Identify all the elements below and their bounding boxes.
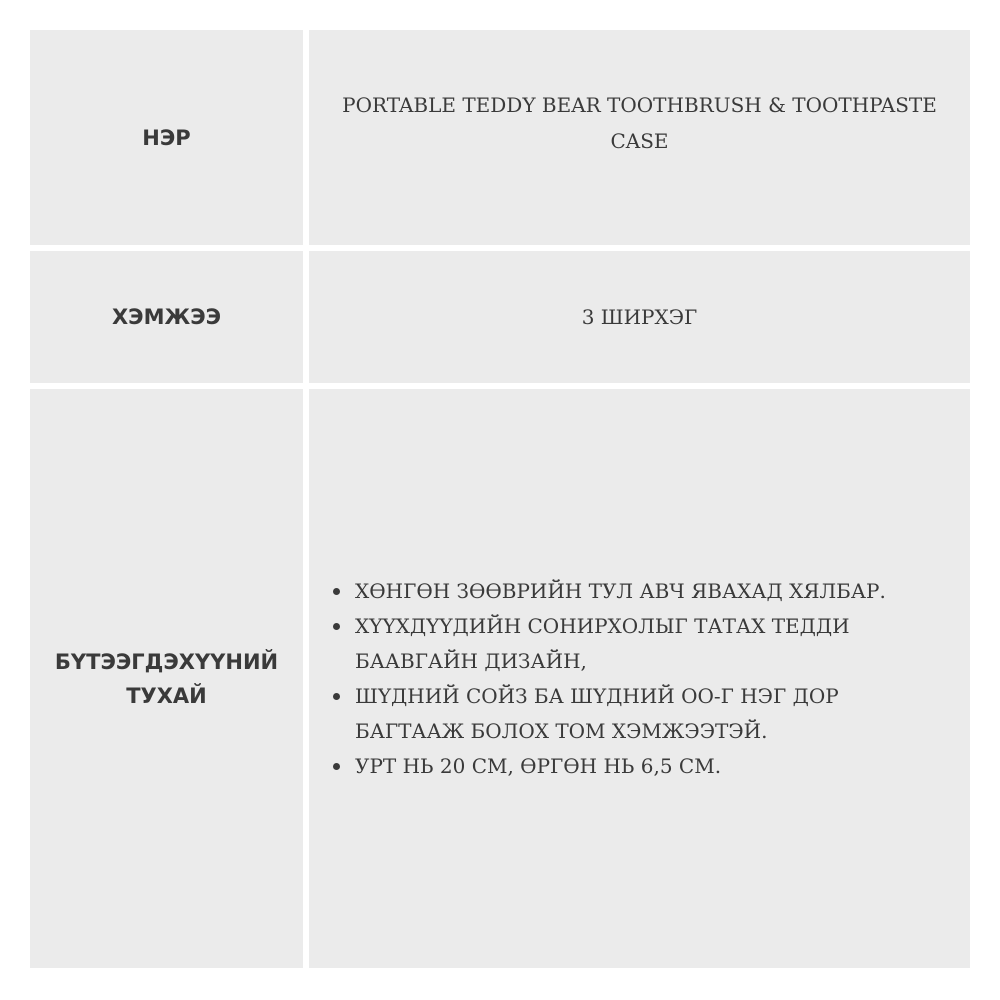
name-label-cell [30, 30, 303, 245]
name-value-cell [309, 30, 970, 245]
bullet-text: УРТ НЬ 20 СМ, ӨРГӨН НЬ 6,5 СМ. [355, 753, 722, 778]
size-label-cell [30, 251, 303, 383]
bullet-icon [333, 693, 340, 700]
size-value: 3 ШИРХЭГ [581, 305, 698, 329]
bullet-icon [333, 588, 340, 595]
product-info-table [30, 30, 970, 968]
list-item [329, 749, 949, 784]
list-item [329, 609, 949, 679]
description-label: БҮТЭЭГДЭХҮҮНИЙ ТУХАЙ [54, 649, 279, 708]
name-value: PORTABLE TEDDY BEAR TOOTHBRUSH & TOOTHPASTE CASE [342, 92, 937, 153]
size-value-cell [309, 251, 970, 383]
name-label: НЭР [142, 125, 191, 150]
description-value-cell [309, 389, 970, 968]
bullet-text: ХӨНГӨН ЗӨӨВРИЙН ТУЛ АВЧ ЯВАХАД ХЯЛБАР. [355, 578, 886, 603]
bullet-text: ХҮҮХДҮҮДИЙН СОНИРХОЛЫГ ТАТАХ ТЕДДИ БААВГАЙН ДИЗАЙН, [355, 613, 850, 673]
bullet-icon [333, 763, 340, 770]
bullet-icon [333, 623, 340, 630]
list-item [329, 574, 949, 609]
size-label: ХЭМЖЭЭ [111, 305, 222, 329]
description-bullet-list [329, 574, 949, 784]
list-item [329, 679, 949, 749]
description-label-cell [30, 389, 303, 968]
bullet-text: ШҮДНИЙ СОЙЗ БА ШҮДНИЙ ОО-Г НЭГ ДОР БАГТААЖ БОЛОХ ТОМ ХЭМЖЭЭТЭЙ. [355, 683, 839, 743]
